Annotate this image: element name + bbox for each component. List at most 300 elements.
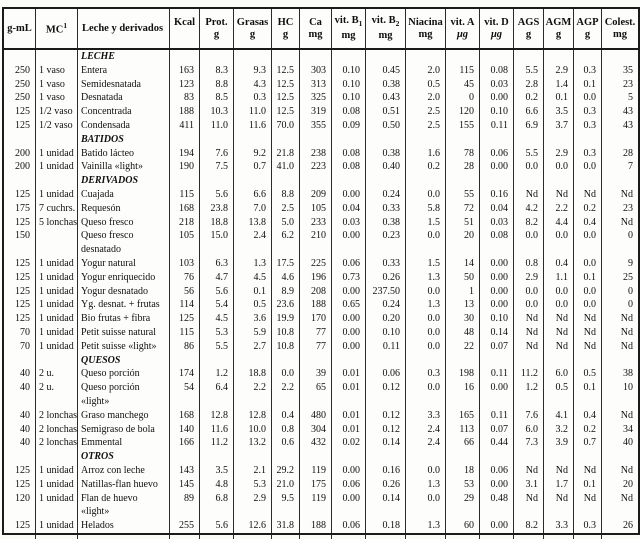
cell-niacina: 1.3 [406,478,446,492]
cell-kcal: 114 [170,298,200,312]
cell-agp: 0.0 [574,285,602,299]
column-header-unit: g [249,28,256,40]
cell-mc [36,229,78,257]
column-header-hc [272,9,300,48]
cell-vitb2: 0.45 [366,64,406,78]
cell-kcal: 125 [170,312,200,326]
tick-mark [574,535,602,539]
cell-agm: 2.9 [544,147,574,161]
cell-ca: 225 [300,257,332,271]
cell-agm: 4.4 [544,216,574,230]
cell-agm: Nd [544,326,574,340]
cell-agp: 0.4 [574,409,602,423]
cell-vita: 16 [446,381,480,409]
cell-colest: 7 [628,161,633,173]
cell-colest: Nd [620,216,633,228]
cell-agm [544,50,574,64]
cell-vitb2: 0.24 [366,298,406,312]
cell-grasas: 13.8 [234,216,272,230]
cell-vitb2: 0.11 [366,340,406,354]
cell-hc: 0.4 [272,409,300,423]
cell-prot [200,450,234,464]
tick-mark [300,535,332,539]
cell-ags: 6.0 [514,423,544,437]
column-header-unit: g [584,28,591,40]
cell-gml: 40 [4,409,36,423]
cell-name: Semigraso de bola [78,423,170,437]
cell-agm: 0.4 [544,257,574,271]
cell-vita: 14 [446,257,480,271]
cell-vita: 29 [446,492,480,520]
cell-name: Queso fresco desnatado [78,229,170,257]
column-header-kcal [170,9,200,48]
cell-mc [36,450,78,464]
cell-name: Cuajada [78,188,170,202]
tick-mark [36,535,78,539]
cell-niacina: 1.3 [406,519,446,533]
cell-ca [300,354,332,368]
column-header-subscript: 2 [395,19,400,29]
cell-ca: 355 [300,119,332,133]
cell-vitb1: 0.00 [332,492,366,520]
column-header-vitd [480,9,514,48]
column-header-text: Leche y derivados [82,22,164,34]
cell-vitb2: 0.43 [366,91,406,105]
cell-colest: 26 [623,520,633,532]
cell-niacina [406,50,446,64]
section-label-text: LECHE [81,51,115,62]
cell-vitd: 0.00 [480,478,514,492]
cell-name: Natillas-flan huevo [78,478,170,492]
cell-vitb2: 237.50 [366,285,406,299]
cell-agp: Nd [574,464,602,478]
cell-agm: 0.0 [544,298,574,312]
column-header-text: AGP [576,16,599,28]
column-header-text: vit. B [334,14,359,26]
tick-mark [480,535,514,539]
cell-mc: 1 unidad [36,519,78,533]
table-row [4,436,638,450]
cell-mc: 1 unidad [36,285,78,299]
cell-ags: Nd [514,492,544,520]
cell-colest: 43 [623,106,633,118]
cell-vitd: 0.00 [480,381,514,409]
cell-prot: 3.5 [200,464,234,478]
cell-grasas: 11.0 [234,105,272,119]
cell-agp: 0.1 [574,271,602,285]
cell-gml: 175 [4,202,36,216]
cell-grasas [234,50,272,64]
cell-vitb2: 0.16 [366,464,406,478]
column-header-label [335,15,363,30]
cell-mc: 1 unidad [36,464,78,478]
cell-gml: 200 [4,160,36,174]
cell-prot: 6.8 [200,492,234,520]
cell-name: Batido lácteo [78,147,170,161]
table-row [4,119,638,133]
cell-vitb1 [332,450,366,464]
cell-kcal: 89 [170,492,200,520]
cell-ags: Nd [514,188,544,202]
cell-vitb2: 0.06 [366,367,406,381]
cell-mc: 2 u. [36,381,78,409]
cell-colest: Nd [620,492,633,504]
cell-vita: 51 [446,216,480,230]
cell-ags: 2.9 [514,271,544,285]
cell-agp: 0.0 [574,160,602,174]
cell-vitd [480,50,514,64]
column-header-label [174,17,195,29]
cell-kcal [170,354,200,368]
cell-vitb2: 0.18 [366,519,406,533]
cell-kcal: 76 [170,271,200,285]
cell-name: Queso fresco [78,216,170,230]
cell-hc: 70.0 [272,119,300,133]
cell-vita: 1 [446,285,480,299]
cell-colest: 25 [623,271,633,283]
cell-gml: 125 [4,298,36,312]
cell-mc: 1 unidad [36,492,78,520]
column-header-label [82,23,163,35]
cell-ags: 5.5 [514,147,544,161]
cell-agp: 0.3 [574,64,602,78]
bottom-tick-marks [4,535,638,539]
cell-gml: 250 [4,91,36,105]
cell-prot: 5.4 [200,298,234,312]
cell-kcal: 218 [170,216,200,230]
column-header-unit: mg [418,28,433,40]
tick-mark [272,535,300,539]
cell-kcal [170,50,200,64]
cell-mc: 1 unidad [36,298,78,312]
cell-vita: 113 [446,423,480,437]
cell-kcal: 255 [170,519,200,533]
cell-vitd: 0.11 [480,367,514,381]
cell-mc: 1/2 vaso [36,119,78,133]
cell-hc: 12.5 [272,64,300,78]
cell-agm: Nd [544,312,574,326]
cell-ca: 210 [300,229,332,257]
cell-mc: 1/2 vaso [36,105,78,119]
cell-gml: 40 [4,436,36,450]
cell-niacina: 0.0 [406,326,446,340]
cell-gml: 125 [4,188,36,202]
cell-agp: 0.1 [574,478,602,492]
cell-prot: 15.0 [200,229,234,257]
cell-vita: 78 [446,147,480,161]
table-row [4,147,638,161]
cell-niacina: 1.5 [406,257,446,271]
column-header-mc [36,9,78,48]
column-header-text: AGS [517,16,540,28]
cell-kcal: 145 [170,478,200,492]
section-label-text: OTROS [81,451,114,463]
cell-hc: 0.8 [272,423,300,437]
cell-agm [544,174,574,188]
cell-mc: 1 unidad [36,340,78,354]
cell-grasas: 2.9 [234,492,272,520]
cell-ca: 65 [300,381,332,409]
cell-agm [544,133,574,147]
cell-hc: 2.5 [272,202,300,216]
cell-gml: 125 [4,285,36,299]
table-row [4,340,638,354]
cell-agp: Nd [574,492,602,520]
cell-kcal: 83 [170,91,200,105]
cell-agm: 1.7 [544,478,574,492]
cell-mc: 1 unidad [36,188,78,202]
cell-ags: 8.2 [514,519,544,533]
cell-agp: 0.0 [574,229,602,257]
cell-name: Yogur enriquecido [78,271,170,285]
section-row [4,50,638,64]
cell-ca: 480 [300,409,332,423]
cell-prot: 8.3 [200,64,234,78]
cell-grasas: 0.1 [234,285,272,299]
cell-kcal [170,450,200,464]
table-row [4,423,638,437]
cell-mc: 1 vaso [36,64,78,78]
cell-agm: 2.2 [544,202,574,216]
cell-prot: 6.3 [200,257,234,271]
column-header-unit: mg [613,28,627,40]
cell-vitb2: 0.40 [366,160,406,174]
cell-agp: 0.0 [574,257,602,271]
cell-vita: 120 [446,105,480,119]
cell-vitd: 0.00 [480,285,514,299]
cell-kcal: 163 [170,64,200,78]
section-row [4,450,638,464]
cell-grasas [234,450,272,464]
column-header-unit: g [525,28,532,40]
cell-vitb2: 0.26 [366,478,406,492]
cell-colest: 0 [628,230,633,242]
column-header-unit: μg [490,28,503,40]
tick-mark [602,535,638,539]
cell-grasas: 12.6 [234,519,272,533]
cell-niacina: 2.4 [406,436,446,450]
cell-grasas: 9.3 [234,64,272,78]
cell-ca: 77 [300,340,332,354]
cell-vitd: 0.10 [480,105,514,119]
cell-vitb1 [332,354,366,368]
column-header-agp [574,9,602,48]
cell-gml: 250 [4,78,36,92]
cell-ags: 5.5 [514,64,544,78]
cell-vita: 50 [446,271,480,285]
cell-niacina: 0.0 [406,188,446,202]
cell-ags [514,174,544,188]
cell-vitb2: 0.14 [366,436,406,450]
cell-agm: 2.9 [544,64,574,78]
cell-agm: 6.0 [544,367,574,381]
table-row [4,519,638,533]
column-header-text: Grasas [236,16,269,28]
cell-agp: 0.3 [574,119,602,133]
cell-niacina: 1.3 [406,271,446,285]
cell-hc: 31.8 [272,519,300,533]
cell-kcal: 56 [170,285,200,299]
cell-vitb1 [332,50,366,64]
cell-ags [514,50,544,64]
cell-gml: 125 [4,216,36,230]
section-label-text: BATIDOS [81,133,124,145]
cell-grasas: 0.7 [234,160,272,174]
cell-agp: 0.2 [574,202,602,216]
cell-kcal [170,174,200,188]
column-header-unit: μg [456,28,469,40]
cell-agm: Nd [544,464,574,478]
column-header-prot [200,9,234,48]
cell-ags: 0.0 [514,229,544,257]
cell-prot: 10.3 [200,105,234,119]
cell-gml: 40 [4,381,36,409]
cell-niacina [406,133,446,147]
cell-agm [544,450,574,464]
cell-ags: 1.2 [514,381,544,409]
table-row [4,326,638,340]
cell-vitb2: 0.33 [366,202,406,216]
cell-colest: 5 [628,92,633,104]
cell-mc: 1 unidad [36,326,78,340]
cell-agp: Nd [574,340,602,354]
column-header-niacina [406,9,446,48]
cell-grasas: 7.0 [234,202,272,216]
cell-vitb2: 0.33 [366,257,406,271]
cell-kcal: 174 [170,367,200,381]
cell-grasas: 18.8 [234,367,272,381]
table-row [4,381,638,409]
cell-colest: 35 [623,64,633,76]
cell-name: Bio frutas + fibra [78,312,170,326]
cell-prot: 18.8 [200,216,234,230]
cell-grasas: 0.3 [234,91,272,105]
cell-ca [300,133,332,147]
cell-vita: 72 [446,202,480,216]
cell-mc [36,50,78,64]
cell-gml: 70 [4,326,36,340]
column-header-unit: mg [378,30,393,42]
cell-vita: 48 [446,326,480,340]
cell-agm: 3.3 [544,519,574,533]
cell-kcal: 115 [170,326,200,340]
table-row [4,91,638,105]
cell-mc: 1 unidad [36,478,78,492]
cell-prot: 5.6 [200,285,234,299]
cell-mc: 1 unidad [36,271,78,285]
cell-grasas: 3.6 [234,312,272,326]
cell-ca: 105 [300,202,332,216]
cell-ags: Nd [514,340,544,354]
cell-vita: 0 [446,91,480,105]
cell-grasas: 4.5 [234,271,272,285]
cell-vitb1: 0.65 [332,298,366,312]
cell-vitb1: 0.08 [332,160,366,174]
cell-vita: 30 [446,312,480,326]
cell-vitd: 0.00 [480,298,514,312]
cell-gml: 70 [4,340,36,354]
cell-prot: 4.7 [200,271,234,285]
cell-vitb2: 0.14 [366,492,406,520]
column-header-text: vit. B [371,14,396,26]
cell-hc: 29.2 [272,464,300,478]
cell-niacina: 1.6 [406,147,446,161]
table-row [4,188,638,202]
column-header-subscript: 1 [358,19,363,29]
cell-hc: 12.5 [272,91,300,105]
cell-grasas: 4.3 [234,78,272,92]
cell-agm [544,354,574,368]
table-row [4,229,638,257]
cell-vitb1: 0.01 [332,381,366,409]
section-label-text: DERIVADOS [81,175,139,187]
cell-ca [300,174,332,188]
cell-hc [272,450,300,464]
cell-name: Condensada [78,119,170,133]
cell-vita: 28 [446,160,480,174]
cell-grasas: 6.6 [234,188,272,202]
section-label [78,50,170,64]
cell-ags [514,354,544,368]
cell-agp: 0.1 [574,381,602,409]
cell-hc [272,50,300,64]
cell-vitd: 0.16 [480,188,514,202]
cell-hc: 8.9 [272,285,300,299]
cell-agp: Nd [574,188,602,202]
cell-agp: Nd [574,312,602,326]
cell-gml: 125 [4,119,36,133]
cell-colest: 28 [623,147,633,159]
cell-vitb1: 0.04 [332,202,366,216]
cell-prot [200,174,234,188]
cell-hc: 12.5 [272,78,300,92]
cell-colest: Nd [620,313,633,325]
cell-ca: 119 [300,492,332,520]
column-header-unit: g [213,28,220,40]
cell-kcal: 168 [170,409,200,423]
cell-vitb1: 0.08 [332,147,366,161]
cell-vitd: 0.10 [480,312,514,326]
cell-colest [602,450,638,464]
column-header-label [451,17,475,29]
cell-prot: 7.6 [200,147,234,161]
cell-mc: 2 lonchas [36,436,78,450]
cell-ca [300,450,332,464]
column-header-agm [544,9,574,48]
cell-name: Petit suisse natural [78,326,170,340]
tick-mark [366,535,406,539]
section-row [4,174,638,188]
cell-mc: 1 unidad [36,147,78,161]
cell-grasas: 2.7 [234,340,272,354]
cell-ags: 6.6 [514,105,544,119]
cell-gml [4,133,36,147]
cell-vitd: 0.08 [480,64,514,78]
cell-colest: 40 [623,437,633,449]
cell-mc: 5 lonchas [36,216,78,230]
cell-grasas: 1.3 [234,257,272,271]
cell-vita: 165 [446,409,480,423]
cell-vitb1: 0.10 [332,64,366,78]
cell-agp: 0.4 [574,216,602,230]
cell-vitb2: 0.10 [366,326,406,340]
column-header-text: Niacina [408,16,443,28]
cell-name: Emmental [78,436,170,450]
cell-colest [602,174,638,188]
cell-vitb2: 0.20 [366,312,406,326]
tick-mark [4,535,36,539]
cell-name: Flan de huevo «light» [78,492,170,520]
